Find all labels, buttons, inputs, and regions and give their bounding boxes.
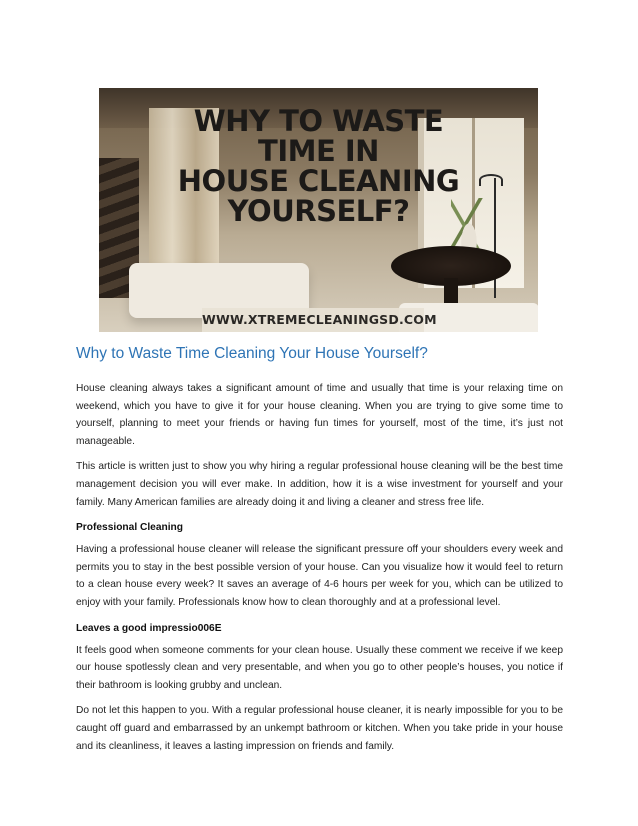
section1-paragraph: Having a professional house cleaner will release the significant pressure off your shoulders every week and permits you to stay in the best possible version of your house. Can you visualize how it would feel to return to a clean house every week? It saves an average of 4-6 hours per week for you, which can be utilized to enjoy with your family. Professionals know how to clean thoroughly and at a professional level. bbox=[76, 544, 563, 608]
intro-paragraph-2: This article is written just to show you why hiring a regular professional house cleaning will be the best time management decision you will ever make. In addition, how it is a wise investment for yourself and your family. Many American families are already doing it and living a cleaner and stress free life. bbox=[76, 461, 563, 508]
hero-headline-line: TIME IN bbox=[258, 134, 379, 168]
hero-headline-line: WHY TO WASTE bbox=[193, 104, 444, 138]
article bbox=[76, 344, 563, 763]
section-heading-professional-cleaning: Professional Cleaning bbox=[76, 522, 183, 534]
hero-image bbox=[99, 88, 538, 332]
section-heading-good-impression: Leaves a good impressio006E bbox=[76, 622, 222, 634]
hero-url-banner: WWW.XTREMECLEANINGSD.COM bbox=[202, 308, 424, 332]
article-title: Why to Waste Time Cleaning Your House Yourself? bbox=[76, 345, 428, 362]
hero-headline bbox=[99, 106, 538, 226]
intro-paragraph-1: House cleaning always takes a significant amount of time and usually that time is your relaxing time on weekend, which you have to give it for your house cleaning. When you are trying to give some time to yourself, planning to meet your friends or having fun times for yourself, most of the time, it’s just not manageable. bbox=[76, 383, 563, 447]
section2-paragraph-1: It feels good when someone comments for your clean house. Usually these comment we receive if we keep our house spotlessly clean and very presentable, and when you go to other people’s houses, you notice if their bathroom is looking grubby and unclean. bbox=[76, 644, 563, 691]
hero-headline-line: YOURSELF? bbox=[227, 194, 410, 228]
hero-headline-line: HOUSE CLEANING bbox=[177, 164, 460, 198]
section2-paragraph-2: Do not let this happen to you. With a regular professional house cleaner, it is nearly impossible for you to be caught off guard and embarrassed by an unkempt bathroom or kitchen. When you take pride in your house and its cleanliness, it leaves a lasting impression on friends and family. bbox=[76, 705, 563, 752]
